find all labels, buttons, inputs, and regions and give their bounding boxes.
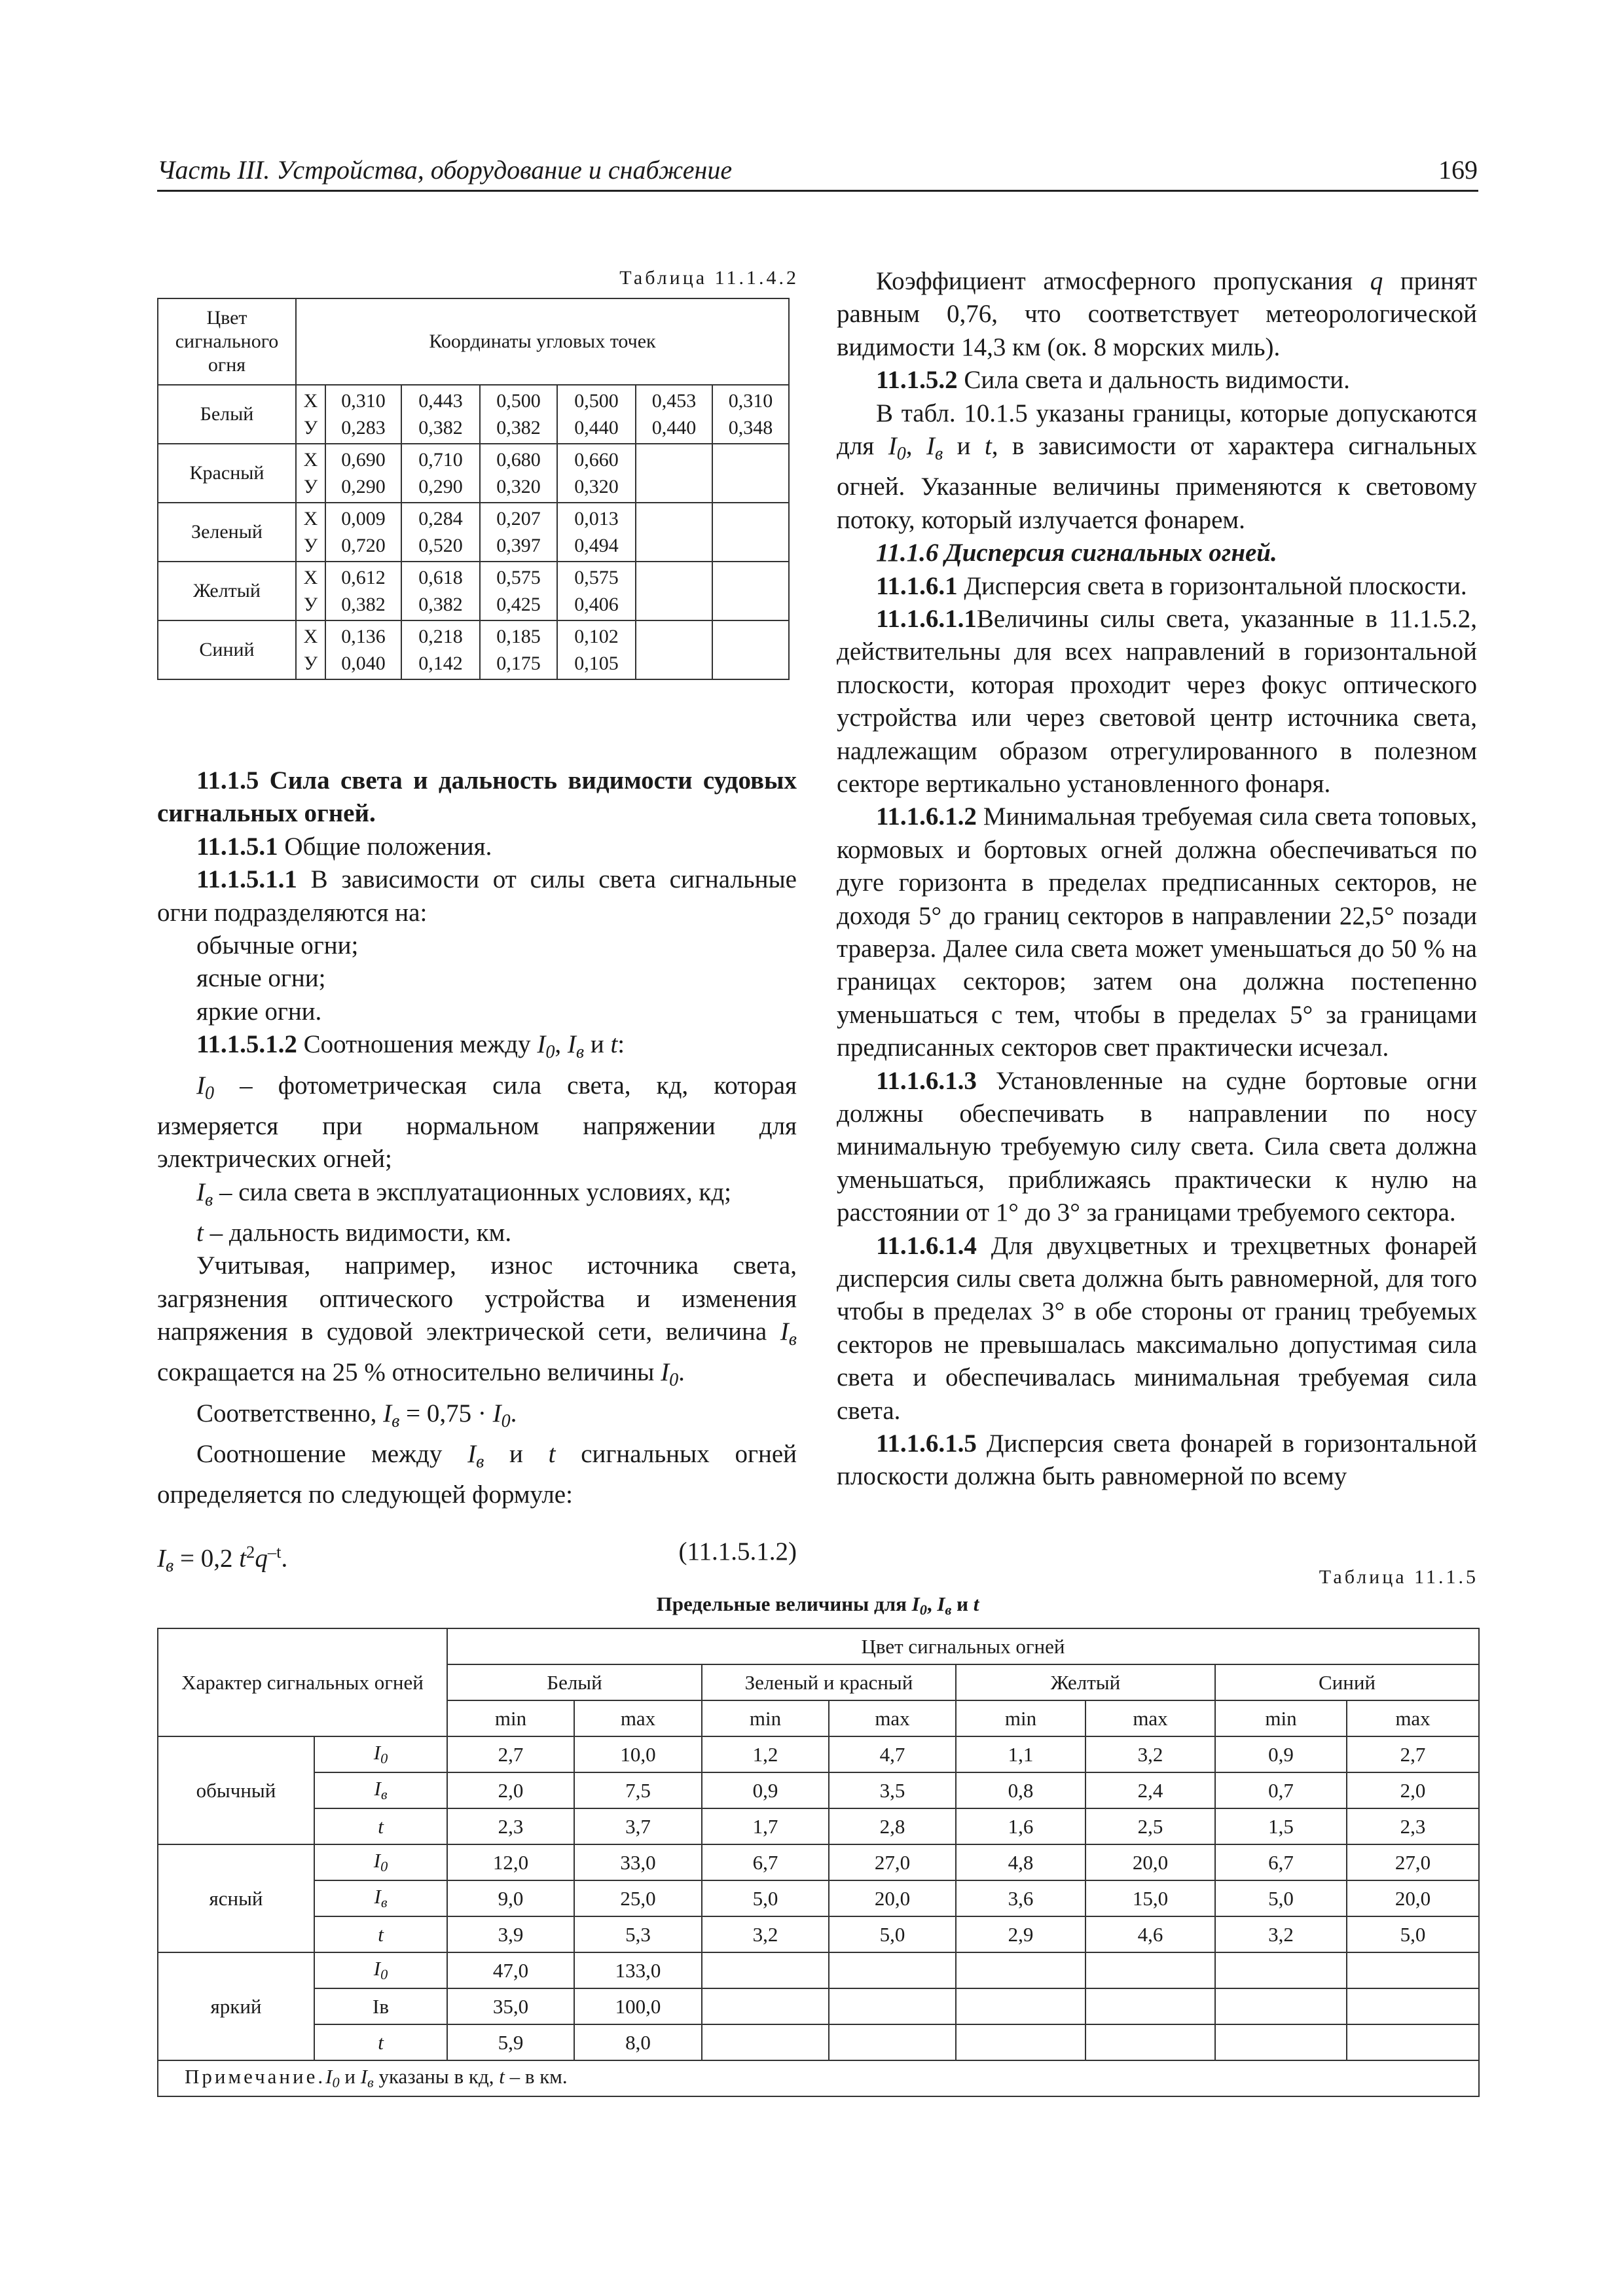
header-rule: [157, 190, 1478, 192]
coordinate-cell: [557, 503, 636, 562]
x-value: 0,136: [341, 626, 386, 647]
value-cell: 100,0: [574, 1988, 702, 2024]
value-cell: 5,0: [702, 1880, 829, 1916]
max-header: max: [1085, 1700, 1215, 1736]
coordinate-cell: [712, 444, 789, 503]
clause-number: 11.1.5.2: [876, 366, 958, 395]
coordinate-cell: [401, 620, 480, 679]
header-signal-color: Цвет сигнального огня: [158, 298, 296, 385]
table-11-1-4-2-caption: Таблица 11.1.4.2: [619, 267, 799, 289]
para-text: Соотношения между: [297, 1030, 538, 1059]
header-character: Характер сигнальных огней: [158, 1628, 447, 1736]
color-header: Белый: [447, 1664, 702, 1700]
quantity-symbol: t: [314, 1808, 447, 1844]
list-item: ясные огни;: [196, 964, 326, 993]
value-cell: 9,0: [447, 1880, 574, 1916]
value-cell: 6,7: [1215, 1844, 1347, 1880]
value-cell: 0,8: [956, 1772, 1085, 1808]
value-cell: 4,8: [956, 1844, 1085, 1880]
value-cell: 15,0: [1085, 1880, 1215, 1916]
para-11-1-5-1-1: [157, 863, 797, 929]
color-header: Зеленый и красный: [702, 1664, 956, 1700]
max-header: max: [1347, 1700, 1479, 1736]
quantity-symbol: $I_в$: [314, 1880, 447, 1916]
x-value: 0,500: [574, 390, 619, 412]
value-cell: 0,9: [702, 1772, 829, 1808]
value-cell: 1,1: [956, 1736, 1085, 1772]
value-cell: 27,0: [829, 1844, 956, 1880]
value-cell: 47,0: [447, 1952, 574, 1988]
value-cell: 3,6: [956, 1880, 1085, 1916]
x-value: 0,185: [496, 626, 541, 647]
x-value: 0,690: [341, 449, 386, 471]
coordinate-cell: [636, 503, 712, 562]
value-cell: 20,0: [829, 1880, 956, 1916]
coordinate-cell: [557, 562, 636, 620]
clause-number: 11.1.5.1: [196, 832, 278, 861]
value-cell: [829, 2024, 956, 2060]
para-11-1-5-1-2: 11.1.5.1.2 Соотношения между $I_0$, $I_в$ и t:: [196, 1030, 625, 1063]
para-11-1-6-1: 11.1.6.1 Дисперсия света в горизонтальной плоскости.: [876, 571, 1467, 600]
light-color-name: Желтый: [158, 562, 296, 620]
quantity-symbol: t: [314, 2024, 447, 2060]
value-cell: [1215, 2024, 1347, 2060]
quantity-symbol: Iв: [314, 1988, 447, 2024]
formula-11-1-5-1-2: [157, 1535, 797, 1583]
coordinate-cell: [325, 444, 401, 503]
clause-number: 11.1.6.1.3: [876, 1066, 977, 1095]
value-cell: 2,9: [956, 1916, 1085, 1952]
axis-x: X: [303, 626, 318, 647]
y-value: 0,440: [574, 417, 619, 439]
value-cell: [956, 1952, 1085, 1988]
quantity-symbol: $I_в$: [314, 1772, 447, 1808]
value-cell: [829, 1988, 956, 2024]
y-value: 0,040: [341, 653, 386, 674]
value-cell: 8,0: [574, 2024, 702, 2060]
value-cell: 5,9: [447, 2024, 574, 2060]
quantity-symbol: $I_0$: [314, 1952, 447, 1988]
table-row: [158, 1844, 1479, 1880]
light-types-list: [157, 929, 797, 1028]
para-wear: Учитывая, например, износ источника света, загрязнения оптического устройства и изменения напряжения в судовой электрической сети, величина $I_в$ сокращается на 25 % относительно величины $I_0$.: [157, 1251, 797, 1391]
value-cell: 2,0: [447, 1772, 574, 1808]
value-cell: 3,7: [574, 1808, 702, 1844]
max-header: max: [829, 1700, 956, 1736]
value-cell: 2,3: [447, 1808, 574, 1844]
light-color-name: Красный: [158, 444, 296, 503]
x-value: 0,310: [728, 390, 773, 412]
axis-x: X: [303, 567, 318, 588]
axis-x: X: [303, 508, 318, 529]
value-cell: [1347, 1952, 1479, 1988]
y-value: 0,175: [496, 653, 541, 674]
value-cell: 20,0: [1347, 1880, 1479, 1916]
header-color-group: Цвет сигнальных огней: [447, 1628, 1479, 1664]
clause-number: 11.1.6.1.1: [876, 604, 977, 633]
value-cell: [1347, 2024, 1479, 2060]
def-iv: $I_в$ – сила света в эксплуатационных условиях, кд;: [196, 1177, 731, 1210]
coordinate-cell: [557, 620, 636, 679]
table-row: [158, 503, 789, 562]
y-value: 0,382: [418, 417, 463, 439]
y-value: 0,320: [574, 476, 619, 497]
para-accordingly: Соответственно, $I_в = 0,75 \cdot I_0$.: [196, 1399, 517, 1431]
y-value: 0,397: [496, 535, 541, 556]
coordinate-cell: [712, 503, 789, 562]
coordinate-cell: [636, 620, 712, 679]
value-cell: 4,6: [1085, 1916, 1215, 1952]
light-character: яркий: [158, 1952, 314, 2060]
table-row: [158, 620, 789, 679]
table-row: [158, 1952, 1479, 1988]
value-cell: 5,0: [829, 1916, 956, 1952]
value-cell: 25,0: [574, 1880, 702, 1916]
coordinate-cell: [325, 503, 401, 562]
coordinate-cell: [480, 385, 557, 444]
light-character: ясный: [158, 1844, 314, 1952]
para-11-1-6-1-5: 11.1.6.1.5 Дисперсия света фонарей в горизонтальной плоскости должна быть равномерной по всему: [837, 1429, 1477, 1491]
value-cell: 27,0: [1347, 1844, 1479, 1880]
coordinate-cell: [325, 385, 401, 444]
min-header: min: [956, 1700, 1085, 1736]
coordinate-cell: [325, 562, 401, 620]
coordinate-cell: [401, 385, 480, 444]
x-value: 0,009: [341, 508, 386, 529]
table-row: [158, 562, 789, 620]
x-value: 0,680: [496, 449, 541, 471]
value-cell: 2,5: [1085, 1808, 1215, 1844]
value-cell: 3,5: [829, 1772, 956, 1808]
value-cell: 133,0: [574, 1952, 702, 1988]
table-row: [158, 2024, 1479, 2060]
y-value: 0,382: [418, 594, 463, 615]
value-cell: 10,0: [574, 1736, 702, 1772]
y-value: 0,382: [496, 417, 541, 439]
coordinate-cell: [401, 444, 480, 503]
min-header: min: [1215, 1700, 1347, 1736]
value-cell: [1085, 1988, 1215, 2024]
color-header: Желтый: [956, 1664, 1215, 1700]
value-cell: 12,0: [447, 1844, 574, 1880]
table-11-1-5-title: Предельные величины для $I_0$, $I_в$ и t: [656, 1592, 979, 1619]
para-11-1-6-1-1: 11.1.6.1.1Величины силы света, указанные в 11.1.5.2, действительны для всех направлений в горизонтальной плоскости, которая проходит через фокус оптического устройства или через световой центр источника света, надлежащим образом отрегулированного в полезном секторе вертикально установленного фонаря.: [837, 604, 1477, 798]
list-item: обычные огни;: [196, 931, 359, 960]
x-value: 0,443: [418, 390, 463, 412]
y-value: 0,425: [496, 594, 541, 615]
table-row: [158, 1736, 1479, 1772]
table-row: [158, 444, 789, 503]
y-value: 0,494: [574, 535, 619, 556]
x-value: 0,500: [496, 390, 541, 412]
chromaticity-table: [157, 298, 790, 680]
page-number: 169: [1438, 155, 1478, 185]
coordinate-cell: [712, 385, 789, 444]
value-cell: 3,2: [1085, 1736, 1215, 1772]
value-cell: 1,2: [702, 1736, 829, 1772]
value-cell: [1085, 2024, 1215, 2060]
value-cell: 2,8: [829, 1808, 956, 1844]
y-value: 0,406: [574, 594, 619, 615]
value-cell: [702, 1952, 829, 1988]
axis-y: У: [303, 476, 318, 497]
x-value: 0,660: [574, 449, 619, 471]
para-relation: Соотношение между $I_в$ и t сигнальных огней определяется по следующей формуле:: [157, 1439, 797, 1509]
value-cell: 0,9: [1215, 1736, 1347, 1772]
value-cell: 5,0: [1347, 1916, 1479, 1952]
quantity-symbol: $I_0$: [314, 1736, 447, 1772]
axis-y: У: [303, 594, 318, 615]
x-value: 0,453: [651, 390, 697, 412]
clause-number: 11.1.6.1.4: [876, 1231, 977, 1260]
value-cell: 2,7: [447, 1736, 574, 1772]
table-row: [158, 1808, 1479, 1844]
axis-y: У: [303, 653, 318, 674]
light-color-name: Белый: [158, 385, 296, 444]
value-cell: [1215, 1952, 1347, 1988]
color-header: Синий: [1215, 1664, 1479, 1700]
value-cell: 2,4: [1085, 1772, 1215, 1808]
coordinate-cell: [636, 562, 712, 620]
x-value: 0,207: [496, 508, 541, 529]
x-value: 0,284: [418, 508, 463, 529]
value-cell: 7,5: [574, 1772, 702, 1808]
y-value: 0,720: [341, 535, 386, 556]
formula-number: (11.1.5.1.2): [678, 1537, 797, 1566]
axis-x: X: [303, 390, 318, 412]
value-cell: [1347, 1988, 1479, 2024]
para-11-1-6-1-4: 11.1.6.1.4 Для двухцветных и трехцветных фонарей дисперсия силы света должна быть равномерной, для того чтобы в пределах 3° в обе стороны от границ требуемых секторов не превышалась максимально допустимая сила света и обеспечивалась минимальная требуемая сила света.: [837, 1231, 1477, 1425]
section-heading-11-1-5: 11.1.5 Сила света и дальность видимости судовых сигнальных огней.: [157, 766, 797, 828]
value-cell: 20,0: [1085, 1844, 1215, 1880]
y-value: 0,382: [341, 594, 386, 615]
value-cell: [702, 1988, 829, 2024]
value-cell: 2,7: [1347, 1736, 1479, 1772]
axis-labels: [296, 444, 325, 503]
x-value: 0,218: [418, 626, 463, 647]
coordinate-cell: [712, 620, 789, 679]
para-11-1-5-1: [157, 831, 797, 863]
left-column: [157, 759, 797, 1583]
value-cell: 3,9: [447, 1916, 574, 1952]
table-row: [158, 1880, 1479, 1916]
value-cell: 6,7: [702, 1844, 829, 1880]
coordinate-cell: [636, 444, 712, 503]
table-row: [158, 385, 789, 444]
value-cell: 1,7: [702, 1808, 829, 1844]
table-row: [158, 1988, 1479, 2024]
coordinate-cell: [401, 562, 480, 620]
right-column: [837, 265, 1477, 1494]
running-header-title: Часть III. Устройства, оборудование и снабжение: [157, 155, 733, 185]
y-value: 0,290: [418, 476, 463, 497]
clause-number: 11.1.6.1: [876, 571, 958, 600]
coordinate-cell: [636, 385, 712, 444]
para-11-1-6-1-3: 11.1.6.1.3 Установленные на судне бортовые огни должны обеспечивать в направлении по носу минимальную требуемую силу света. Сила света должна уменьшаться, приближаясь практически к нулю на расстоянии от 1° до 3° за границами требуемого сектора.: [837, 1066, 1477, 1227]
value-cell: 0,7: [1215, 1772, 1347, 1808]
coordinate-cell: [325, 620, 401, 679]
value-cell: 1,5: [1215, 1808, 1347, 1844]
y-value: 0,105: [574, 653, 619, 674]
table-row: [158, 1916, 1479, 1952]
value-cell: 2,0: [1347, 1772, 1479, 1808]
def-i0: $I_0$ – фотометрическая сила света, кд, которая измеряется при нормальном напряжении для электрических огней;: [157, 1071, 797, 1174]
value-cell: [956, 1988, 1085, 2024]
axis-labels: [296, 503, 325, 562]
clause-number: 11.1.6.1.5: [876, 1429, 977, 1458]
coordinate-cell: [480, 620, 557, 679]
y-value: 0,440: [651, 417, 697, 439]
coordinate-cell: [480, 444, 557, 503]
para-11-1-5-2: 11.1.5.2 Сила света и дальность видимости.: [876, 366, 1350, 395]
table-11-1-5-caption: Таблица 11.1.5: [1319, 1566, 1478, 1588]
axis-labels: [296, 385, 325, 444]
list-item: яркие огни.: [196, 997, 322, 1026]
x-value: 0,710: [418, 449, 463, 471]
clause-number: 11.1.5.1.2: [196, 1030, 297, 1059]
quantity-symbol: t: [314, 1916, 447, 1952]
value-cell: 5,3: [574, 1916, 702, 1952]
value-cell: 33,0: [574, 1844, 702, 1880]
formula-expression: $I_в = 0,2$ $t^2q^{-t}$.: [157, 1541, 288, 1576]
axis-y: У: [303, 417, 318, 439]
y-value: 0,320: [496, 476, 541, 497]
x-value: 0,013: [574, 508, 619, 529]
y-value: 0,520: [418, 535, 463, 556]
para-limits: В табл. 10.1.5 указаны границы, которые допускаются для $I_0$, $I_в$ и t, в зависимости от характера сигнальных огней. Указанные величины применяются к световому потоку, который излучается фонарем.: [837, 399, 1478, 534]
axis-x: X: [303, 449, 318, 471]
light-character: обычный: [158, 1736, 314, 1844]
value-cell: 5,0: [1215, 1880, 1347, 1916]
para-text: В зависимости от силы света сигнальные огни подразделяются на:: [157, 865, 797, 927]
x-value: 0,575: [496, 567, 541, 588]
x-value: 0,102: [574, 626, 619, 647]
y-value: 0,283: [341, 417, 386, 439]
value-cell: 1,6: [956, 1808, 1085, 1844]
y-value: 0,142: [418, 653, 463, 674]
max-header: max: [574, 1700, 702, 1736]
axis-y: У: [303, 535, 318, 556]
table-note: $Примечание.I_0$ и $I_в$ указаны в кд, t – в км.: [158, 2060, 1479, 2096]
value-cell: [702, 2024, 829, 2060]
coordinate-cell: [480, 503, 557, 562]
para-transmission: Коэффициент атмосферного пропускания q принят равным 0,76, что соответствует метеорологической видимости 14,3 км (ок. 8 морских миль).: [837, 267, 1477, 361]
x-value: 0,575: [574, 567, 619, 588]
para-11-1-6-1-2: 11.1.6.1.2 Минимальная требуемая сила света топовых, кормовых и бортовых огней должна обеспечиваться по дуге горизонта в пределах предписанных секторов, не доходя 5° до границ секторов в направлении 22,5° позади траверза. Далее сила света может уменьшаться до 50 % на границах секторов; затем она должна постепенно уменьшаться с тем, чтобы в пределах 5° за границами предписанных секторов свет практически исчезал.: [837, 802, 1477, 1062]
value-cell: 3,2: [702, 1916, 829, 1952]
coordinate-cell: [401, 503, 480, 562]
table-row: [158, 1772, 1479, 1808]
light-color-name: Синий: [158, 620, 296, 679]
clause-number: 11.1.5.1.1: [196, 865, 297, 894]
axis-labels: [296, 562, 325, 620]
y-value: 0,348: [728, 417, 773, 439]
value-cell: 35,0: [447, 1988, 574, 2024]
quantity-symbol: $I_0$: [314, 1844, 447, 1880]
axis-labels: [296, 620, 325, 679]
def-t: t – дальность видимости, км.: [196, 1218, 512, 1247]
min-header: min: [702, 1700, 829, 1736]
para-text: Общие положения.: [278, 832, 492, 861]
y-value: 0,290: [341, 476, 386, 497]
section-heading-11-1-6: 11.1.6 Дисперсия сигнальных огней.: [876, 539, 1277, 567]
intensity-limits-table: [157, 1628, 1480, 2097]
coordinate-cell: [712, 562, 789, 620]
value-cell: 3,2: [1215, 1916, 1347, 1952]
x-value: 0,310: [341, 390, 386, 412]
x-value: 0,612: [341, 567, 386, 588]
x-value: 0,618: [418, 567, 463, 588]
header-corner-coordinates: Координаты угловых точек: [296, 298, 789, 385]
table-note-row: [158, 2060, 1479, 2096]
coordinate-cell: [557, 385, 636, 444]
value-cell: 2,3: [1347, 1808, 1479, 1844]
value-cell: [956, 2024, 1085, 2060]
coordinate-cell: [480, 562, 557, 620]
clause-number: 11.1.6.1.2: [876, 802, 977, 831]
value-cell: 4,7: [829, 1736, 956, 1772]
value-cell: [1085, 1952, 1215, 1988]
light-color-name: Зеленый: [158, 503, 296, 562]
min-header: min: [447, 1700, 574, 1736]
value-cell: [1215, 1988, 1347, 2024]
value-cell: [829, 1952, 956, 1988]
coordinate-cell: [557, 444, 636, 503]
